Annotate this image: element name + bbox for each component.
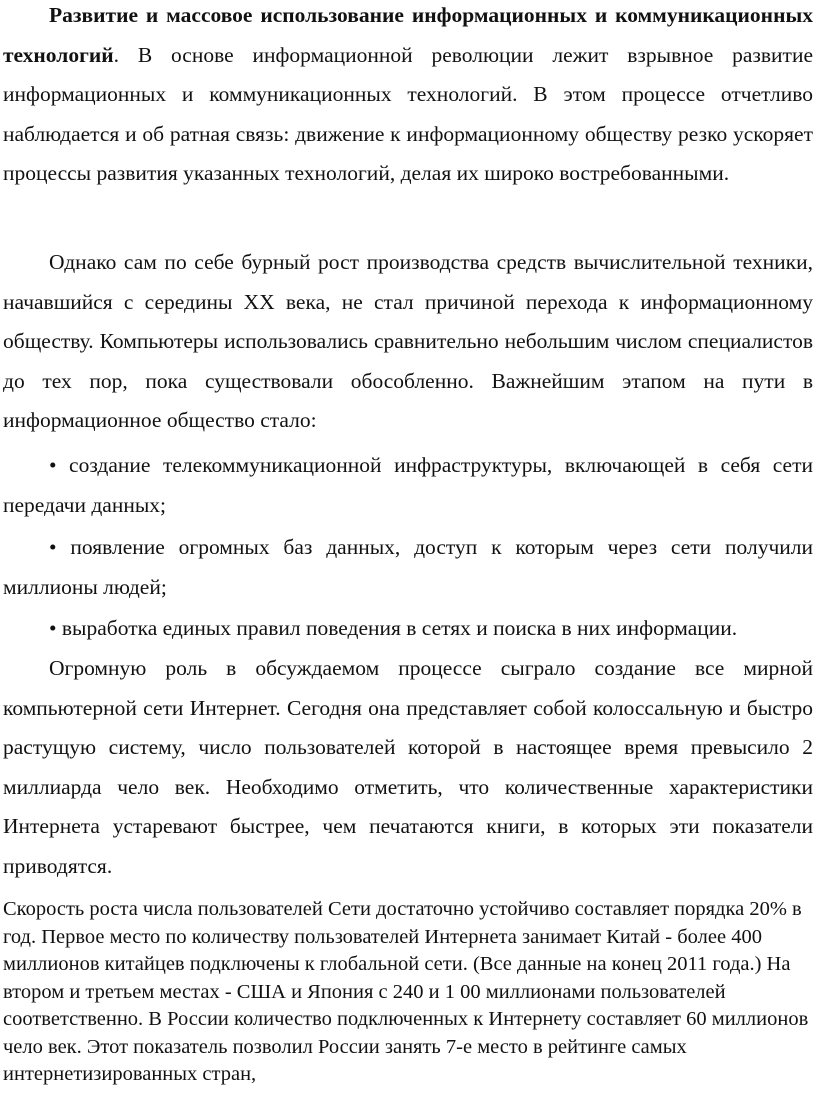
bullet-item-telecom: • создание телекоммуникационной инфраструктуры, включающей в себя сети передачи данных; — [3, 453, 813, 517]
paragraph-computers: Однако сам по себе бурный рост производства средств вычислительной техники, начавшийся с середины XX века, не стал причиной перехода к информационному обществу. Компьютеры использовались сравнительно небольшим числом специалистов до тех пор, пока существовали обособленно. Важнейшим этапом на пути в информационное общество стало: — [3, 250, 813, 432]
paragraph-intro — [3, 0, 813, 194]
section-heading: Развитие и массовое использование информационных и коммуникационных технологий — [3, 3, 813, 67]
paragraph-internet: Огромную роль в обсуждаемом процессе сыграло создание все мирной компьютерной сети Интернет. Сегодня она представляет собой колоссальную и быстро растущую систему, число пользователей которой в настоящее время превысило 2 миллиарда чело век. Необходимо отметить, что количественные характеристики Интернета устаревают быстрее, чем печатаются книги, в которых эти показатели приводятся. — [3, 656, 813, 878]
bullet-item-rules: • выработка единых правил поведения в сетях и поиска в них информации. — [49, 616, 738, 640]
bullet-item-databases: • появление огромных баз данных, доступ к которым через сети получили миллионы людей; — [3, 535, 813, 599]
paragraph-statistics: Скорость роста числа пользователей Сети достаточно устойчиво составляет порядка 20% в год. Первое место по количеству пользователей Интернета занимает Китай - более 400 миллионов китайцев подключены к глобальной сети. (Все данные на конец 2011 года.) На втором и третьем местах - США и Япония с 240 и 1 00 миллионами пользователей соответственно. В России количество подключенных к Интернету составляет 60 миллионов чело век. Этот показатель позволил России занять 7-е место в рейтинге самых интернетизированных стран, — [3, 898, 809, 1085]
paragraph-intro-text: . В основе информационной революции лежит взрывное развитие информационных и коммуникационных технологий. В этом процессе отчетливо наблюдается и об ратная связь: движение к информационному обществу резко ускоряет процессы развития указанных технологий, делая их широко востребованными. — [3, 42, 813, 185]
